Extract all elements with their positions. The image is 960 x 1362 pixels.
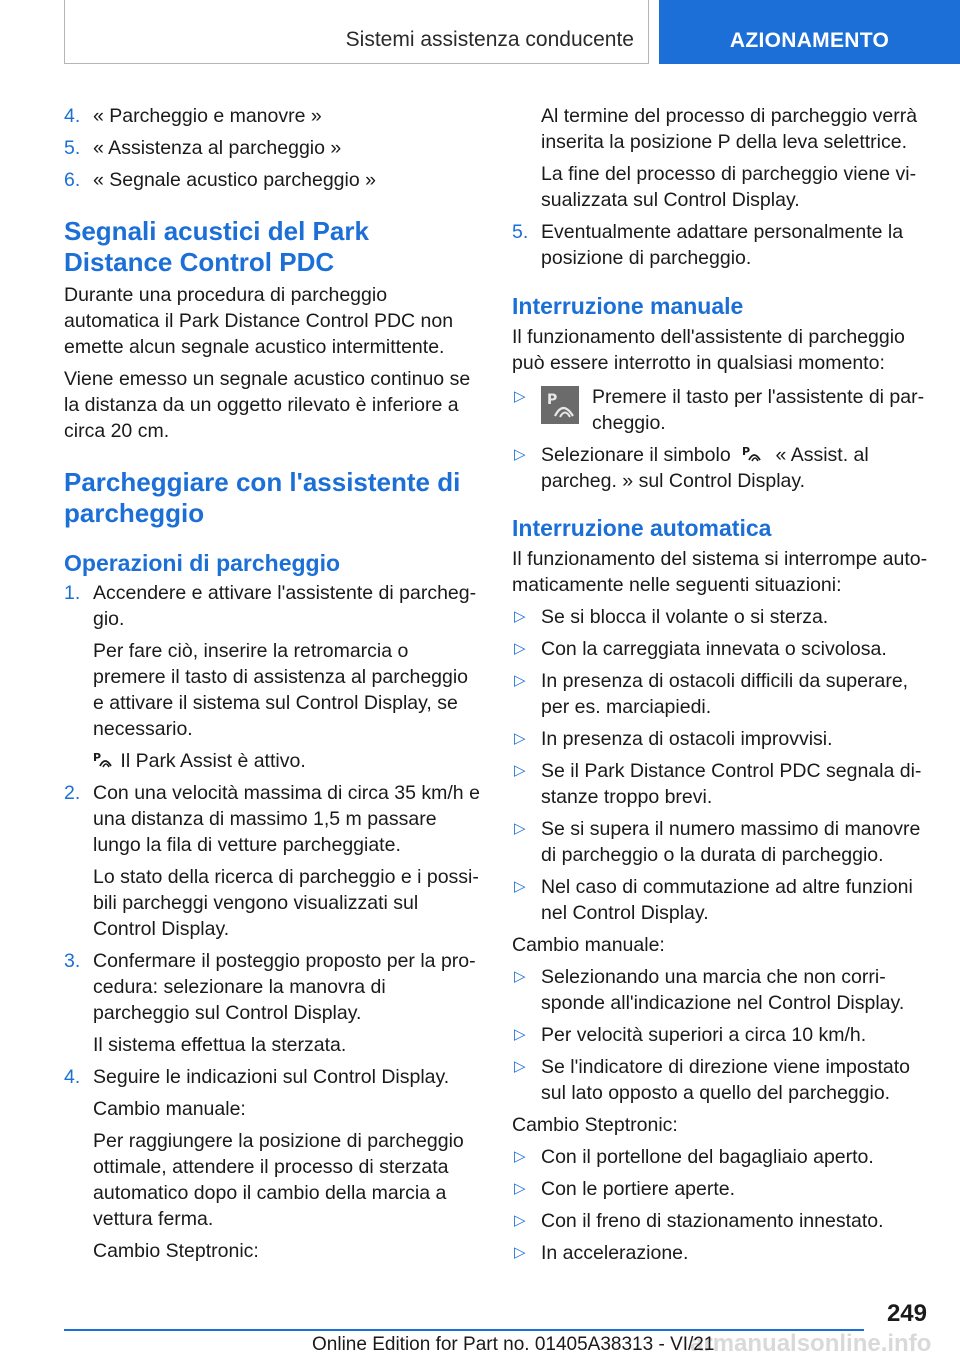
manual-gearbox-text: Per raggiungere la posizione di parcheggio ottimale, attendere il processo di sterzata automatico dopo il cambio della marcia a vettura ferma. [93, 1130, 464, 1230]
park-assist-icon [93, 750, 115, 770]
step-subtext: Il sistema effettua la sterzata. [93, 1034, 347, 1056]
list-item-text: In presenza di ostacoli improvvisi. [541, 728, 833, 750]
bullet-triangle-icon: ▷ [514, 762, 526, 779]
list-item-text: Con le portiere aperte. [541, 1178, 736, 1200]
heading-parking-operations: Operazioni di parcheggio [64, 550, 341, 576]
step-text: Eventualmente adattare personalmente la posizione di parcheggio. [541, 221, 904, 269]
park-assist-active-note [93, 748, 482, 774]
list-item [64, 135, 482, 161]
list-item-text: In accelerazione. [541, 1242, 689, 1264]
list-item [512, 758, 932, 810]
list-item [512, 668, 932, 720]
list-item [512, 1208, 932, 1234]
list-item [64, 103, 482, 129]
list-item-text: « Assistenza al parcheggio » [93, 137, 342, 159]
list-item [512, 636, 932, 662]
heading-manual-interruption: Interruzione manuale [512, 293, 744, 319]
bullet-triangle-icon: ▷ [514, 1244, 526, 1261]
list-item-text: « Segnale acustico parcheggio » [93, 169, 376, 191]
list-number: 6. [64, 169, 81, 191]
header-chapter-title: AZIONAMENTO [729, 29, 890, 52]
bullet-triangle-icon: ▷ [514, 388, 526, 405]
bullet-triangle-icon: ▷ [514, 968, 526, 985]
steptronic-label: Cambio Steptronic: [93, 1240, 259, 1262]
list-item-text: « Parcheggio e manovre » [93, 105, 322, 127]
list-item [512, 964, 932, 1016]
list-item [512, 442, 932, 494]
bullet-triangle-icon: ▷ [514, 446, 526, 463]
bullet-triangle-icon: ▷ [514, 1026, 526, 1043]
list-item [512, 1054, 932, 1106]
bullet-triangle-icon: ▷ [514, 1212, 526, 1229]
continuation-text-2: La fine del processo di parcheggio viene visualizzata sul Control Display. [541, 163, 917, 211]
bullet-triangle-icon: ▷ [514, 608, 526, 625]
list-item [512, 604, 932, 630]
bullet-triangle-icon: ▷ [514, 640, 526, 657]
list-item-text: Se il Park Distance Control PDC segnala distanze troppo brevi. [541, 760, 922, 808]
heading-parking-assistant: Parcheggiare con l'assistente di parcheggio [64, 467, 461, 528]
assist-menu-text: « Assist. al parcheg. » sul Control Display. [541, 444, 869, 492]
manual-interruption-intro: Il funzionamento dell'assistente di parcheggio può essere interrotto in qualsiasi momento: [512, 326, 905, 374]
automatic-interruption-intro: Il funzionamento del sistema si interrompe automaticamente nelle seguenti situazioni: [512, 548, 928, 596]
header-chapter-tab [659, 0, 960, 64]
list-item [512, 816, 932, 868]
select-symbol-text: Selezionare il simbolo [541, 444, 731, 466]
list-item-text: Se si blocca il volante o si sterza. [541, 606, 829, 628]
step-text: Confermare il posteggio proposto per la procedura: selezionare la manovra di parcheggio sul Control Display. [93, 950, 476, 1024]
step-text: Con una velocità massima di circa 35 km/h e una distanza di massimo 1,5 m passare lungo la fila di vetture parcheggiate. [93, 782, 480, 856]
right-column [512, 103, 932, 1266]
svg-text:P: P [547, 392, 558, 408]
manual-gearbox-label: Cambio manuale: [512, 934, 665, 956]
list-item-text [541, 442, 932, 494]
list-item-text: Con il freno di stazionamento innestato. [541, 1210, 884, 1232]
list-number: 5. [64, 137, 81, 159]
left-column [64, 103, 482, 1264]
step-number: 2. [64, 782, 81, 804]
list-item [512, 726, 932, 752]
list-item-text: Con la carreggiata innevata o scivolosa. [541, 638, 887, 660]
svg-text:P: P [93, 751, 102, 764]
list-item-text: Con il portellone del bagagliaio aperto. [541, 1146, 874, 1168]
heading-signals: Segnali acustici del Park Distance Control PDC [64, 216, 369, 277]
list-item-text: Se si supera il numero massimo di manovre di parcheggio o la durata di parcheggio. [541, 818, 921, 866]
step-number: 3. [64, 950, 81, 972]
step-text: Seguire le indicazioni sul Control Display. [93, 1066, 450, 1088]
header-section-title: Sistemi assistenza conducente [345, 28, 634, 51]
list-item-text: Per velocità superiori a circa 10 km/h. [541, 1024, 867, 1046]
list-item [512, 1022, 932, 1048]
list-item [512, 1176, 932, 1202]
park-assist-button-icon [541, 386, 579, 424]
step-subtext: Per fare ciò, inserire la retromarcia o premere il tasto di assistenza al parcheggio e attivare il sistema sul Control Display, se necessario. [93, 640, 469, 740]
edition-text: Online Edition for Part no. 01405A38313 - VI/21 [312, 1334, 715, 1355]
watermark: armanualsonline.info [690, 1330, 932, 1357]
step-4 [64, 1064, 482, 1264]
step-2 [64, 780, 482, 942]
bullet-triangle-icon: ▷ [514, 820, 526, 837]
steptronic-label: Cambio Steptronic: [512, 1114, 678, 1136]
step-text: Accendere e attivare l'assistente di parcheggio. [93, 582, 477, 630]
signals-paragraph-2: Viene emesso un segnale acustico continuo se la distanza da un oggetto rilevato è inferiore a circa 20 cm. [64, 368, 471, 442]
list-item [64, 167, 482, 193]
list-item [512, 1144, 932, 1170]
header-section-box [64, 0, 649, 64]
heading-automatic-interruption: Interruzione automatica [512, 515, 772, 541]
bullet-triangle-icon: ▷ [514, 672, 526, 689]
step-number: 5. [512, 221, 529, 243]
list-item-text: Nel caso di commutazione ad altre funzioni nel Control Display. [541, 876, 913, 924]
bullet-triangle-icon: ▷ [514, 1058, 526, 1075]
svg-text:P: P [742, 445, 751, 458]
manual-gearbox-label: Cambio manuale: [93, 1098, 246, 1120]
list-item-text: Selezionando una marcia che non corrisponde all'indicazione nel Control Display. [541, 966, 905, 1014]
list-item [512, 384, 932, 436]
bullet-triangle-icon: ▷ [514, 878, 526, 895]
bullet-triangle-icon: ▷ [514, 1148, 526, 1165]
step-3 [64, 948, 482, 1058]
step-subtext: Lo stato della ricerca di parcheggio e i possibili parcheggi vengono visualizzati sul Control Display. [93, 866, 479, 940]
park-assist-active-text: Il Park Assist è attivo. [120, 750, 306, 772]
step-1 [64, 580, 482, 774]
list-item-text: Se l'indicatore di direzione viene impostato sul lato opposto a quello del parcheggio. [541, 1056, 911, 1104]
list-item-text: In presenza di ostacoli difficili da superare, per es. marciapiedi. [541, 670, 909, 718]
step-5 [512, 219, 932, 271]
page-number: 249 [886, 1300, 927, 1327]
list-number: 4. [64, 105, 81, 127]
park-assist-icon [742, 444, 764, 464]
list-item [512, 874, 932, 926]
step-number: 1. [64, 582, 81, 604]
step-4-continuation [512, 103, 932, 213]
bullet-triangle-icon: ▷ [514, 730, 526, 747]
bullet-triangle-icon: ▷ [514, 1180, 526, 1197]
step-number: 4. [64, 1066, 81, 1088]
continuation-text-1: Al termine del processo di parcheggio verrà inserita la posizione P della leva selettrice. [541, 105, 918, 153]
list-item-text: Premere il tasto per l'assistente di parcheggio. [592, 386, 925, 434]
signals-paragraph-1: Durante una procedura di parcheggio automatica il Park Distance Control PDC non emette alcun segnale acustico intermittente. [64, 284, 454, 358]
list-item [512, 1240, 932, 1266]
